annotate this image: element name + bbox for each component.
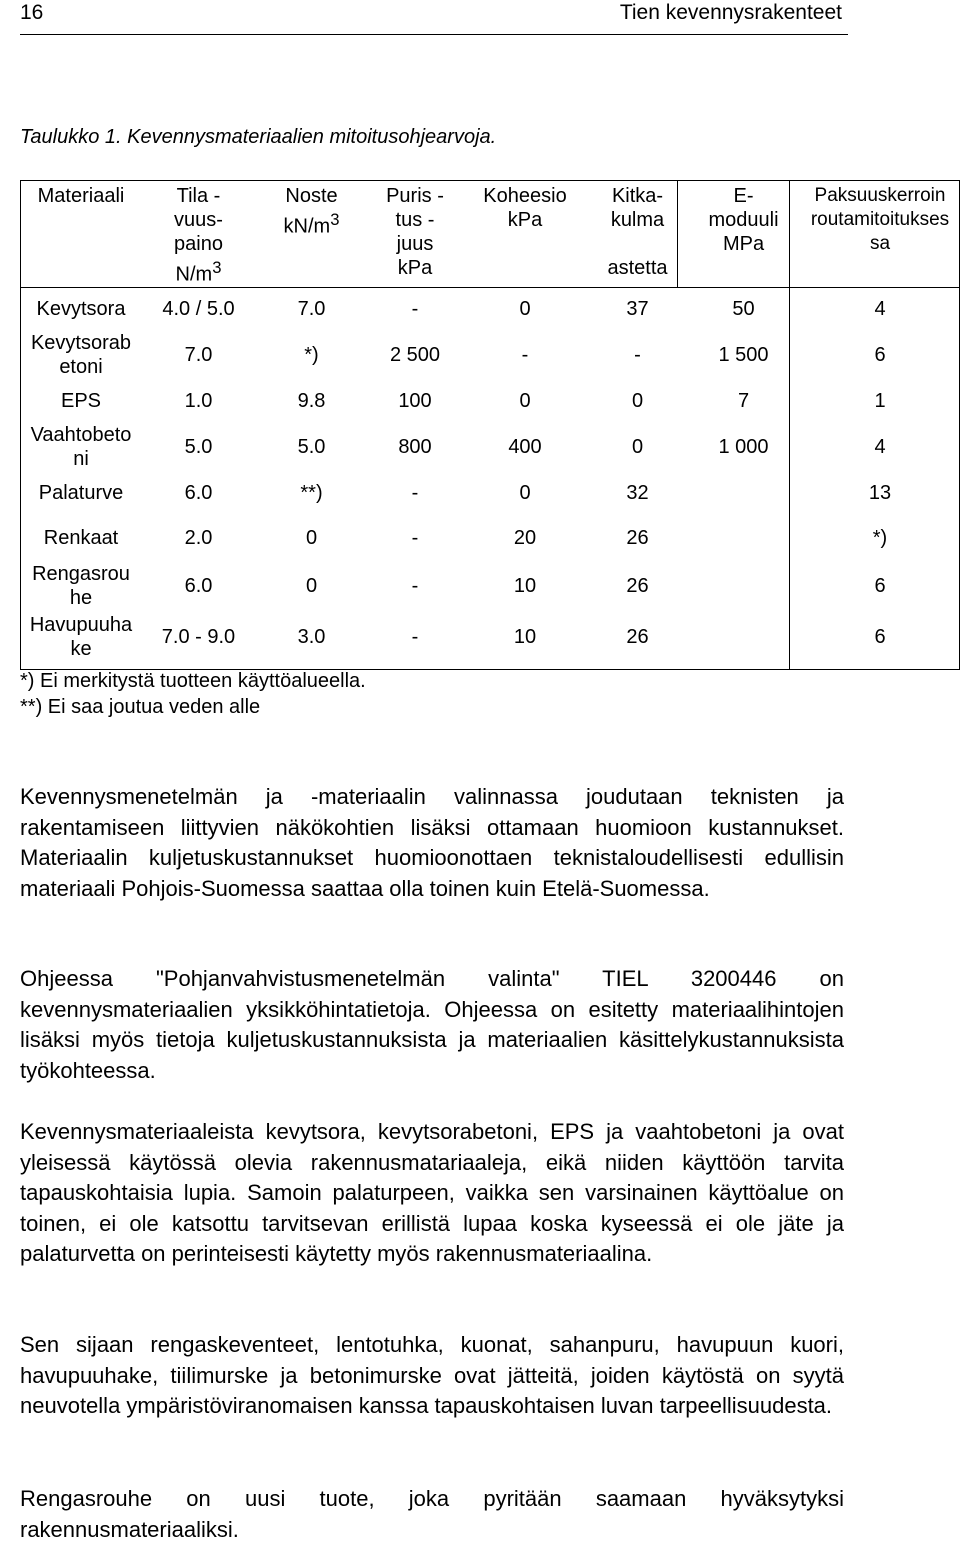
table-cell: 13 [868, 482, 892, 504]
paragraph-4: Sen sijaan rengaskeventeet, lentotuhka, kuonat, sahanpuru, havupuun kuori, havupuuhake, tiilimurske ja betonimurske ovat jätteitä, joiden käytöstä on syytä neuvotella ympäristöviranomaisen kanssa tapauskohtaisen luvan tarpeellisuudesta. [20, 1332, 844, 1418]
table-cell: 2 500 [389, 344, 441, 366]
material-name: Kevytsorab etoni [30, 332, 132, 378]
table-row [20, 515, 960, 561]
document-title: Tien kevennysrakenteet [619, 1, 842, 24]
table-cell: 6.0 [184, 482, 213, 504]
table-cell: 7.0 [184, 344, 213, 366]
header-density: Tila - vuus- paino $N/m^3$ [174, 185, 223, 286]
material-name: Havupuuha ke [29, 613, 133, 660]
table-cell: 7.0 [297, 298, 326, 320]
table-cell: 4 [874, 436, 886, 458]
table-header-row [20, 180, 960, 287]
table-cell: 0 [519, 298, 531, 320]
table-cell: 7.0 - 9.0 [161, 625, 236, 648]
table-cell: 1 000 [718, 436, 769, 458]
table-cell: 6 [874, 575, 886, 597]
material-table [20, 180, 960, 662]
paragraph-3: Kevennysmateriaaleista kevytsora, kevytsorabetoni, EPS ja vaahtobetoni ja ovat yleisessä käytössä olevia rakennusmatariaaleja, eikä niiden käyttöön tarvita tapauskohtaisia lupia. Samoin palaturpeen, vaikka sen varsinainen käyttöalue on toinen, ei ole katsottu tarvitsevan erillistä lupaa koska kyseessä ei ole jäte ja palaturvetta on perinteisesti käytetty myös rakennusmateriaalina. [20, 1119, 844, 1266]
paragraph-5: Rengasrouhe on uusi tuote, joka pyritään saamaan hyväksytyksi rakennusmateriaaliksi. [20, 1486, 844, 1542]
table-cell: 10 [513, 625, 537, 648]
table-cell [687, 611, 800, 662]
table-cell: 0 [631, 390, 644, 412]
table-cell: - [521, 344, 529, 366]
table-cell: 800 [398, 436, 432, 458]
header-thickness-factor: Paksuuskerroin routamitoitukses sa [810, 185, 950, 254]
table-cell: 2.0 [184, 527, 213, 549]
header-buoyancy: Noste $kN/m^3$ [283, 185, 340, 238]
table-cell: 1 500 [718, 344, 769, 366]
paragraph-1: Kevennysmenetelmän ja -materiaalin valinnassa joudutaan teknisten ja rakentamiseen liittyvien näkökohtien lisäksi ottamaan huomioon kustannukset. Materiaalin kuljetuskustannukset huomioonottaen teknistaloudellisesti edullisin materiaali Pohjois-Suomessa saattaa olla toinen kuin Etelä-Suomessa. [20, 784, 844, 901]
footnote-1: *) Ei merkitystä tuotteen käyttöalueella. [20, 670, 366, 692]
table-cell: 6 [874, 344, 886, 366]
table-cell: 50 [732, 298, 755, 320]
table-cell: - [634, 344, 641, 366]
header-rule [20, 34, 848, 35]
table-cell: 20 [513, 527, 537, 549]
page-header [0, 0, 960, 40]
table-cell: 7 [737, 390, 750, 412]
footnote-2: **) Ei saa joutua veden alle [20, 696, 261, 718]
table-row [20, 423, 960, 471]
table-cell: 400 [508, 436, 542, 458]
table-cell: 1.0 [184, 390, 213, 412]
material-name: Renkaat [43, 527, 119, 549]
header-e-modulus: E- moduuli MPa [708, 185, 779, 255]
table-cell: - [411, 527, 419, 549]
header-material: Materiaali [37, 185, 125, 207]
header-compressive-strength: Puris - tus - juus kPa [386, 185, 444, 279]
table-cell: 0 [519, 482, 531, 504]
table-cell: 26 [626, 527, 649, 549]
table-cell: 3.0 [297, 625, 326, 648]
table-cell: 4.0 / 5.0 [162, 298, 235, 320]
table-cell: 5.0 [184, 436, 213, 458]
table-cell: 0 [631, 436, 644, 458]
table-cell: *) [872, 527, 888, 549]
material-name: Kevytsora [36, 298, 126, 320]
material-name: Rengasrou he [32, 563, 130, 609]
table-cell: 6 [874, 625, 886, 648]
table-cell: *) [304, 344, 319, 366]
table-cell: 0 [305, 527, 318, 549]
table-cell: 100 [398, 390, 432, 412]
table-cell [687, 471, 800, 515]
table-cell: 0 [305, 575, 318, 597]
table-cell: 1 [874, 390, 886, 412]
table-cell [687, 561, 800, 611]
table-row [20, 287, 960, 331]
paragraph-2: Ohjeessa "Pohjanvahvistusmenetelmän valinta" TIEL 3200446 on kevennysmateriaalien yksikköhintatietoja. Ohjeessa on esitetty materiaalihintojen lisäksi myös tietoja kuljetuskustannuksista ja materiaalien käsittelykustannuksista työkohteessa. [20, 966, 844, 1083]
table-cell: - [411, 625, 419, 648]
table-caption: Taulukko 1. Kevennysmateriaalien mitoitusohjearvoja. [20, 126, 497, 148]
table-row [20, 379, 960, 423]
table-cell: 37 [626, 298, 649, 320]
material-name: Palaturve [38, 482, 124, 504]
table-cell: 0 [519, 390, 531, 412]
table-row [20, 611, 960, 662]
table-cell: 26 [626, 575, 649, 597]
table-cell: - [411, 298, 419, 320]
table-row [20, 471, 960, 515]
table-cell: - [411, 482, 419, 504]
table-cell [687, 515, 800, 561]
table-cell: 10 [513, 575, 537, 597]
table-cell: - [411, 575, 419, 597]
table-cell: 6.0 [184, 575, 213, 597]
material-name: Vaahtobeto ni [30, 424, 132, 470]
header-cohesion: Koheesio kPa [483, 185, 567, 231]
table-row [20, 331, 960, 379]
material-name: EPS [60, 390, 102, 412]
table-cell: 9.8 [297, 390, 326, 412]
table-cell: 32 [626, 482, 649, 504]
table-cell: **) [300, 482, 323, 504]
table-cell: 26 [626, 625, 649, 648]
page-number: 16 [20, 1, 44, 24]
header-friction-angle: Kitka- kulma astetta [607, 185, 668, 279]
table-cell: 5.0 [297, 436, 326, 458]
table-row [20, 561, 960, 611]
table-cell: 4 [874, 298, 886, 320]
